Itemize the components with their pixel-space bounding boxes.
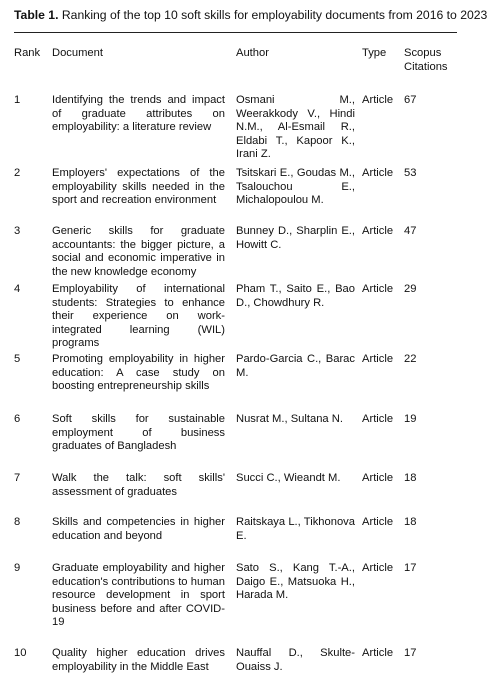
row-document: Graduate employability and higher education's contributions to human resource development in sport business before and after COVID-19 [52,562,225,629]
row-type: Article [362,647,394,659]
row-author: Nusrat M., Sultana N. [236,413,343,425]
row-document: Soft skills for sustainable employment of business graduates of Bangladesh [52,413,225,453]
row-document: Skills and competencies in higher education and beyond [52,516,225,542]
row-citations: 53 [404,167,417,179]
header-document: Document [52,47,103,59]
row-author: Nauffal D., Skulte-Ouaiss J. [236,647,355,673]
row-rank: 7 [14,472,21,484]
row-rank: 6 [14,413,21,425]
row-author: Osmani M., Weerakkody V., Hindi N.M., Al-Esmail R., Eldabi T., Kapoor K., Irani Z. [236,94,355,161]
row-rank: 2 [14,167,21,179]
row-type: Article [362,167,394,179]
row-document: Generic skills for graduate accountants: the bigger picture, a social and economic imperative in the new knowledge economy [52,225,225,278]
row-rank: 8 [14,516,21,528]
row-document: Walk the talk: soft skills' assessment of graduates [52,472,225,498]
row-author: Sato S., Kang T.-A., Daigo E., Matsuoka H., Harada M. [236,562,355,602]
table-caption-text: Ranking of the top 10 soft skills for employability documents from 2016 to 2023 [61,8,488,22]
row-rank: 4 [14,283,21,295]
row-author: Bunney D., Sharplin E., Howitt C. [236,225,355,251]
row-author: Succi C., Wieandt M. [236,472,341,484]
row-citations: 18 [404,516,417,528]
row-citations: 29 [404,283,417,295]
row-citations: 18 [404,472,417,484]
row-type: Article [362,562,394,574]
row-document: Employability of international students: Strategies to enhance their experience on work-integrated learning (WIL) programs [52,283,225,350]
row-type: Article [362,353,394,365]
row-author: Pham T., Saito E., Bao D., Chowdhury R. [236,283,355,309]
row-rank: 5 [14,353,21,365]
row-citations: 22 [404,353,417,365]
row-type: Article [362,283,394,295]
header-citations: Scopus Citations [404,47,448,73]
header-type: Type [362,47,387,59]
row-rank: 3 [14,225,21,237]
row-citations: 67 [404,94,417,106]
header-author: Author [236,47,269,59]
row-type: Article [362,472,394,484]
row-rank: 1 [14,94,21,106]
row-author: Raitskaya L., Tikhonova E. [236,516,355,542]
row-type: Article [362,225,394,237]
row-document: Employers' expectations of the employability skills needed in the sport and recreation environment [52,167,225,207]
row-author: Pardo-Garcia C., Barac M. [236,353,355,379]
table-caption [14,8,487,22]
header-rank: Rank [14,47,41,59]
table-caption-label: Table 1. [14,8,59,22]
row-type: Article [362,94,394,106]
table-top-rule [14,32,457,33]
row-document: Identifying the trends and impact of graduate attributes on employability: a literature review [52,94,225,134]
row-citations: 47 [404,225,417,237]
row-citations: 17 [404,562,417,574]
row-citations: 17 [404,647,417,659]
row-document: Promoting employability in higher education: A case study on boosting entrepreneurship skills [52,353,225,393]
row-document: Quality higher education drives employability in the Middle East [52,647,225,673]
row-citations: 19 [404,413,417,425]
row-type: Article [362,516,394,528]
row-rank: 9 [14,562,21,574]
row-rank: 10 [14,647,27,659]
row-author: Tsitskari E., Goudas M., Tsalouchou E., Michalopoulou M. [236,167,355,207]
row-type: Article [362,413,394,425]
